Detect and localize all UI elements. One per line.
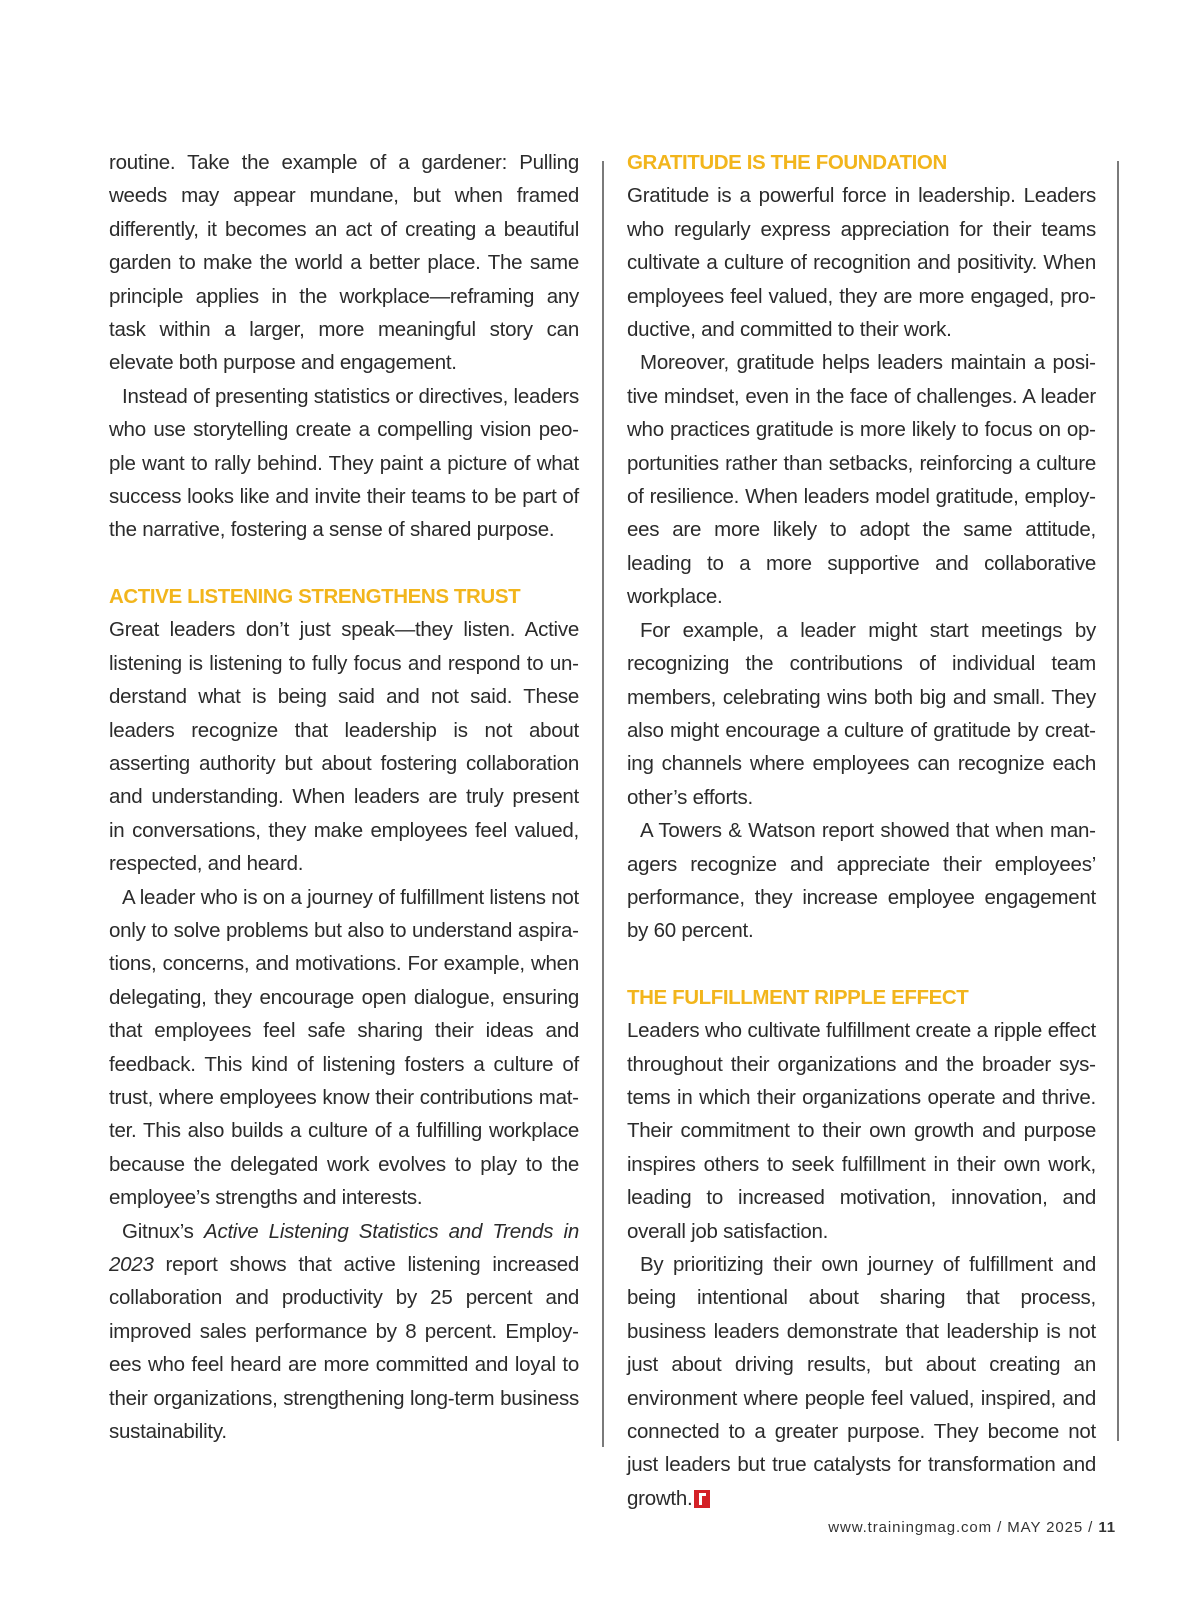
body-paragraph: Instead of presenting statistics or directives, leaders who use storytelling create a compelling vision people want to rally behind. They paint a picture of what success looks like and invite their teams to be part of the narrative, fostering a sense of shared purpose. bbox=[109, 384, 579, 542]
body-paragraph: routine. Take the example of a gardener: Pulling weeds may appear mundane, but when framed differently, it becomes an act of creating a beautiful garden to make the world a better place. The same principle applies in the workplace—reframing any task within a larger, more meaningful story can elevate both purpose and engagement. bbox=[109, 151, 579, 375]
end-of-article-icon bbox=[694, 1490, 710, 1508]
page-number: 11 bbox=[1098, 1519, 1116, 1536]
body-paragraph: Moreover, gratitude helps leaders maintain a positive mindset, even in the face of challenges. A leader who practices gratitude is more likely to focus on opportunities rather than setbacks, reinforcing a culture of resilience. When leaders model gratitude, employees are more likely to adopt the same attitude, leading to a more supportive and collaborative workplace. bbox=[627, 351, 1096, 609]
footer-url-date: www.trainingmag.com / MAY 2025 / bbox=[828, 1519, 1099, 1536]
body-paragraph: A Towers & Watson report showed that when managers recognize and appreciate their employees’ performance, they increase employee engagement by 60 percent. bbox=[627, 819, 1096, 943]
section-heading-gratitude: GRATITUDE IS THE FOUNDATION bbox=[627, 151, 947, 174]
body-paragraph-final bbox=[627, 1248, 1096, 1515]
column-divider bbox=[602, 161, 604, 1447]
right-column bbox=[627, 146, 1096, 1515]
body-paragraph: Great leaders don’t just speak—they listen. Active listening is listening to fully focus and respond to understand what is being said and not said. These leaders recognize that leadership is not about asserting authority but about fostering collaboration and understanding. When leaders are truly present in conversations, they make employees feel valued, respected, and heard. bbox=[109, 618, 579, 876]
right-margin-rule bbox=[1117, 161, 1119, 1441]
report-title: Active Listening Statistics and Trends in 2023 bbox=[109, 1219, 579, 1276]
body-paragraph: A leader who is on a journey of fulfillment listens not only to solve problems but also to understand aspirations, concerns, and motivations. For example, when delegating, they encourage open dialogue, ensuring that employees feel safe sharing their ideas and feedback. This kind of listening fosters a culture of trust, where employees know their contributions matter. This also builds a culture of a fulfilling workplace because the delegated work evolves to play to the employee’s strengths and interests. bbox=[109, 885, 579, 1210]
section-heading-active-listening: ACTIVE LISTENING STRENGTHENS TRUST bbox=[109, 584, 521, 608]
section-heading-ripple-effect: THE FULFILLMENT RIPPLE EFFECT bbox=[627, 985, 969, 1009]
body-paragraph: Leaders who cultivate fulfillment create a ripple effect throughout their organizations and the broader systems in which their organizations operate and thrive. Their commitment to their own growth and purpose inspires others to seek fulfillment in their own work, leading to increased motivation, innovation, and overall job satisfaction. bbox=[627, 1019, 1096, 1243]
left-column bbox=[109, 146, 579, 1448]
text-run: By prioritizing their own journey of fulfillment and being intentional about sharing that process, business leaders demonstrate that leadership is not just about driving results, but about creating an environment where people feel valued, inspired, and connected to a greater purpose. They become not just leaders but true catalysts for transformation and growth. bbox=[627, 1253, 1096, 1510]
page-footer bbox=[828, 1519, 1116, 1536]
body-paragraph: For example, a leader might start meetings by recognizing the contributions of individual team members, celebrating wins both big and small. They also might encourage a culture of gratitude by creating channels where employees can recognize each other’s efforts. bbox=[627, 618, 1096, 809]
body-paragraph: Gratitude is a powerful force in leadership. Leaders who regularly express appreciation for their teams cultivate a culture of recognition and positivity. When employees feel valued, they are more engaged, productive, and committed to their work. bbox=[627, 184, 1096, 342]
text-run: Gitnux’s bbox=[122, 1219, 205, 1243]
text-run: report shows that active listening increased collaboration and productivity by 25 percent and improved sales performance by 8 percent. Employees who feel heard are more committed and loyal to their organizations, strengthening long-term business sustainability. bbox=[109, 1253, 579, 1444]
body-paragraph-gitnux bbox=[109, 1215, 579, 1449]
